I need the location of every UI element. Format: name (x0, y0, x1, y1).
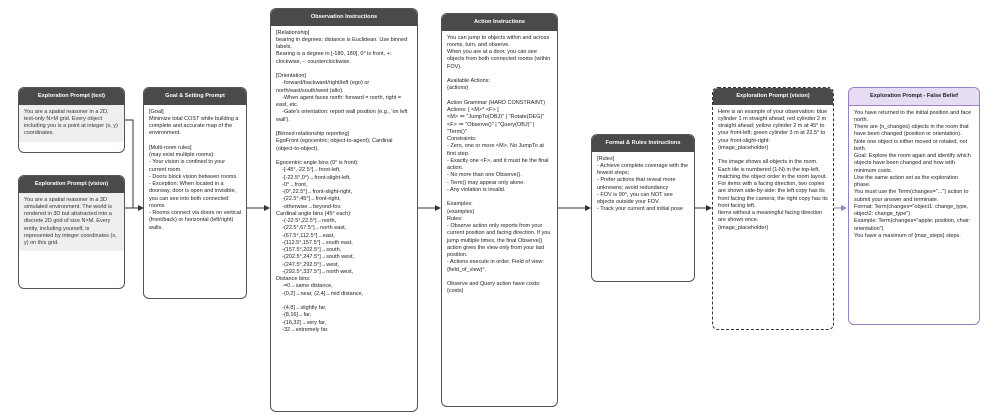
card-body: You have returned to the initial position and face north. There are {n_changes} objects in the room that have been changed (position or orientation). Note one object is either moved or rotated, not both. Goal: Explore the room again and identify which objects have been changed and how with minimum costs. Use the same action set as the exploration phase. You must use the Term(changes="...") action to submit your answer and terminate. Format: Term(changes="object1: change_type, object2: change_type") Example: Term(changes="apple: position, chair: orientation") You have a maximum of {max_steps} steps. (854, 109, 972, 239)
card-title: Action Instructions (442, 14, 557, 31)
card-body: [Goal] Minimize total COST while building a complete and accurate map of the environment. [Multi-room rules] (may exist multiple rooms): - Your vision is confined to your current room. - Doors block vision between rooms. - Exception: When located in a doorway, door is open and invisible, you can see into both connected rooms. - Rooms connect via doors on vertical (front/back) or horizontal (left/right) walls. (149, 108, 242, 231)
card-title: Observation Instructions (271, 9, 417, 26)
card-goal-setting (143, 87, 247, 299)
card-title: Format & Rules Instructions (592, 135, 694, 152)
card-body: You are a spatial reasoner in a 3D simulated environment. The world is rendered in 3D but abstracted into a discrete 2D grid of size N×M. Every entity, including yourself, is represented by integer coordinates (x, y) on this grid. (19, 193, 124, 252)
card-exploration-text (18, 87, 125, 153)
card-title: Exploration Prompt (text) (19, 88, 124, 105)
card-false-belief (848, 87, 980, 325)
card-title: Exploration Prompt (vision) (19, 176, 124, 193)
card-title: Goal & Setting Prompt (144, 88, 246, 105)
card-action-instructions (441, 13, 558, 407)
card-exploration-vision (18, 175, 125, 289)
card-exploration-vision-example (712, 87, 834, 330)
card-title: Exploration Prompt (vision) (713, 88, 833, 105)
card-body: [Rules] - Achieve complete coverage with the fewest steps; - Prefer actions that reveal more unknowns; avoid redundancy - FOV is 90°, you can NOT see objects outside your FOV. - Track your current and initial pose (597, 155, 689, 213)
card-body: You are a spatial reasoner in a 2D, text-only N×M grid. Every object including you is a point at integer (x, y) coordinates. (19, 105, 124, 142)
card-title: Exploration Prompt - False Belief (849, 88, 979, 106)
card-body: [Relationship] bearing in degrees; distance is Euclidean. Use binned labels. Bearing is a degree in [-180, 180], 0° is front, +: clockwise, -: counterclockwise. [Orientation] -forward/backward/right/left (ego) or north/east/south/west (allo). -When agent faces north: forward = north, right = east, etc. -Gate's orientation: report wall position (e.g., 'on left wall'). [Binned relationship reporting] EgoFront (egocentric; object-to-agent); Cardinal (object-to-object). Egocentric angle bins (0° is front): -[-45°,-22.5°]→front-left, -[-22.5°,0°)→front-slight-left, -0°→front, -(0°,22.5°]→front-slight-right, -(22.5°,45°]→front-right, -otherwise→beyond-fov. Cardinal angle bins (45° each): -(-22.5°,22.5°]→north, -(22.5°,67.5°]→north east, -(67.5°,112.5°]→east, -(112.5°,157.5°]→south east, -(157.5°,202.5°]→south, -(202.5°,247.5°]→south west, -(247.5°,292.5°]→west, -(292.5°,337.5°]→north west, Distance bins: -=0→same distance, -(0,2]→near, (2,4]→mid distance, -(4,8]→slightly far, -(8,16]→far, -(16,32]→very far, -32→extremely far. (276, 29, 408, 333)
card-body: You can jump to objects within and across rooms, turn, and observe. When you are at a door, you can see objects from both connected rooms (within FOV). Available Actions: {actions} Action Grammar (HARD CONSTRAINT) Actions: [ <M>* <F> ] <M> ≔ "JumpTo(OBJ)" | "Rotate(DEG)" <F> ≔ "Observe()" | "Query(OBJ)" | "Term()" Constraints: - Zero, one or more <M>. No JumpTo at first step. - Exactly one <F>, and it must be the final action. - No more than one Observe(). - Term() may appear only alone. - Any violation is invalid. Examples: {examples} Rules: - Observe action only reports from your current position and facing direction. If you jump multiple times, the final Observe() action gives the view only from your last position. - Actions execute in order. Field of view: {field_of_view}°. Observe and Query action have costs: {costs} (447, 34, 551, 295)
card-body: Here is an example of your observation: blue cylinder 1 m straight ahead; red cylinder 2 m straight ahead; yellow cylinder 2 m at 45° to your front-left; green cylinder 3 m at 22.5° to your front-slight-right: {image_placeholder} The image shows all objects in the room. Each tile is numbered (1-N) in the top-left, matching the object order in the room layout. For items with a facing direction, two copies are shown side-by-side: the left copy has its front facing the camera; the right copy has its front facing left. Items without a meaningful facing direction are shown once. {image_placeholder} (718, 108, 828, 231)
card-format-rules (591, 134, 695, 282)
arrow-text-to-goal (125, 120, 143, 208)
card-observation-instructions (270, 8, 418, 412)
